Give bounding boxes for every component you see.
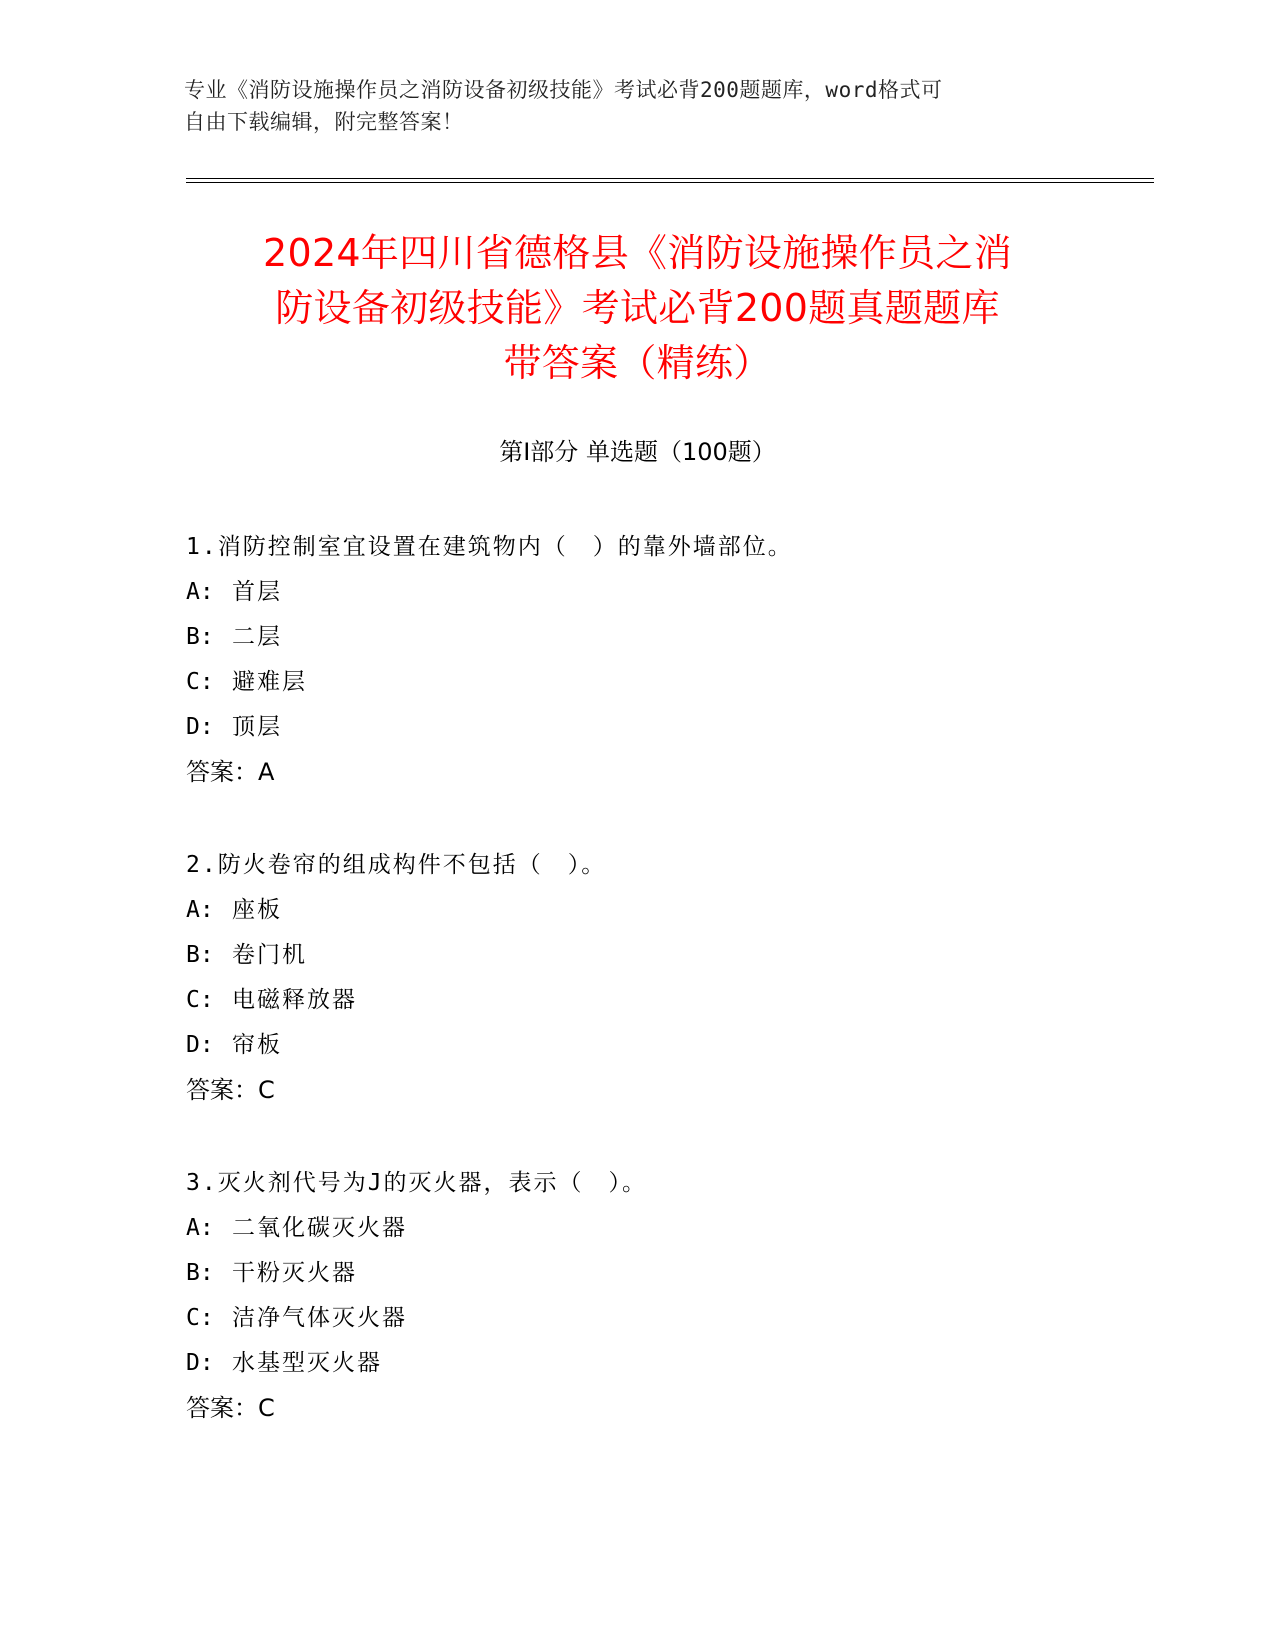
answer-line: 答案：C <box>186 1394 275 1422</box>
option-d <box>186 1341 1086 1386</box>
option-letter: C: <box>186 1305 214 1331</box>
title-line-1: 2024年四川省德格县《消防设施操作员之消 <box>262 231 1012 275</box>
option-letter: A: <box>186 579 214 605</box>
option-text: 卷门机 <box>232 942 307 968</box>
document-intro <box>184 74 1064 138</box>
header-divider-top <box>186 178 1154 179</box>
question-3 <box>186 1161 1086 1431</box>
option-a <box>186 1206 1086 1251</box>
header-divider-bottom <box>186 182 1154 183</box>
option-letter: A: <box>186 1215 214 1241</box>
option-text: 避难层 <box>232 669 307 695</box>
option-letter: D: <box>186 1032 214 1058</box>
question-1 <box>186 525 1086 795</box>
option-text: 水基型灭火器 <box>232 1350 382 1376</box>
option-b <box>186 615 1086 660</box>
option-text: 帘板 <box>232 1032 282 1058</box>
answer-line: 答案：A <box>186 758 275 786</box>
intro-line-1: 专业《消防设施操作员之消防设备初级技能》考试必背200题题库，word格式可 <box>184 78 943 102</box>
document-title <box>150 226 1125 391</box>
option-a <box>186 570 1086 615</box>
option-a <box>186 888 1086 933</box>
option-text: 干粉灭火器 <box>232 1260 357 1286</box>
option-b <box>186 1251 1086 1296</box>
option-text: 顶层 <box>232 714 282 740</box>
option-d <box>186 705 1086 750</box>
option-letter: B: <box>186 624 214 650</box>
section-heading: 第Ⅰ部分 单选题（100题） <box>499 438 776 466</box>
option-letter: B: <box>186 942 214 968</box>
option-letter: D: <box>186 714 214 740</box>
option-text: 二氧化碳灭火器 <box>232 1215 407 1241</box>
question-2 <box>186 843 1086 1113</box>
option-text: 座板 <box>232 897 282 923</box>
intro-line-2: 自由下载编辑，附完整答案！ <box>184 110 464 134</box>
question-stem: 3.灭火剂代号为J的灭火器，表示（ ）。 <box>186 1170 648 1196</box>
title-line-2: 防设备初级技能》考试必背200题真题题库 <box>275 286 1000 330</box>
option-letter: C: <box>186 669 214 695</box>
option-text: 二层 <box>232 624 282 650</box>
option-letter: A: <box>186 897 214 923</box>
option-text: 洁净气体灭火器 <box>232 1305 407 1331</box>
question-stem: 2.防火卷帘的组成构件不包括（ ）。 <box>186 852 607 878</box>
option-text: 首层 <box>232 579 282 605</box>
title-line-3: 带答案（精练） <box>503 341 772 385</box>
option-c <box>186 660 1086 705</box>
option-c <box>186 1296 1086 1341</box>
option-d <box>186 1023 1086 1068</box>
option-text: 电磁释放器 <box>232 987 357 1013</box>
option-letter: C: <box>186 987 214 1013</box>
answer-line: 答案：C <box>186 1076 275 1104</box>
option-b <box>186 933 1086 978</box>
question-stem: 1.消防控制室宜设置在建筑物内（ ）的靠外墙部位。 <box>186 534 793 560</box>
option-letter: B: <box>186 1260 214 1286</box>
option-letter: D: <box>186 1350 214 1376</box>
option-c <box>186 978 1086 1023</box>
